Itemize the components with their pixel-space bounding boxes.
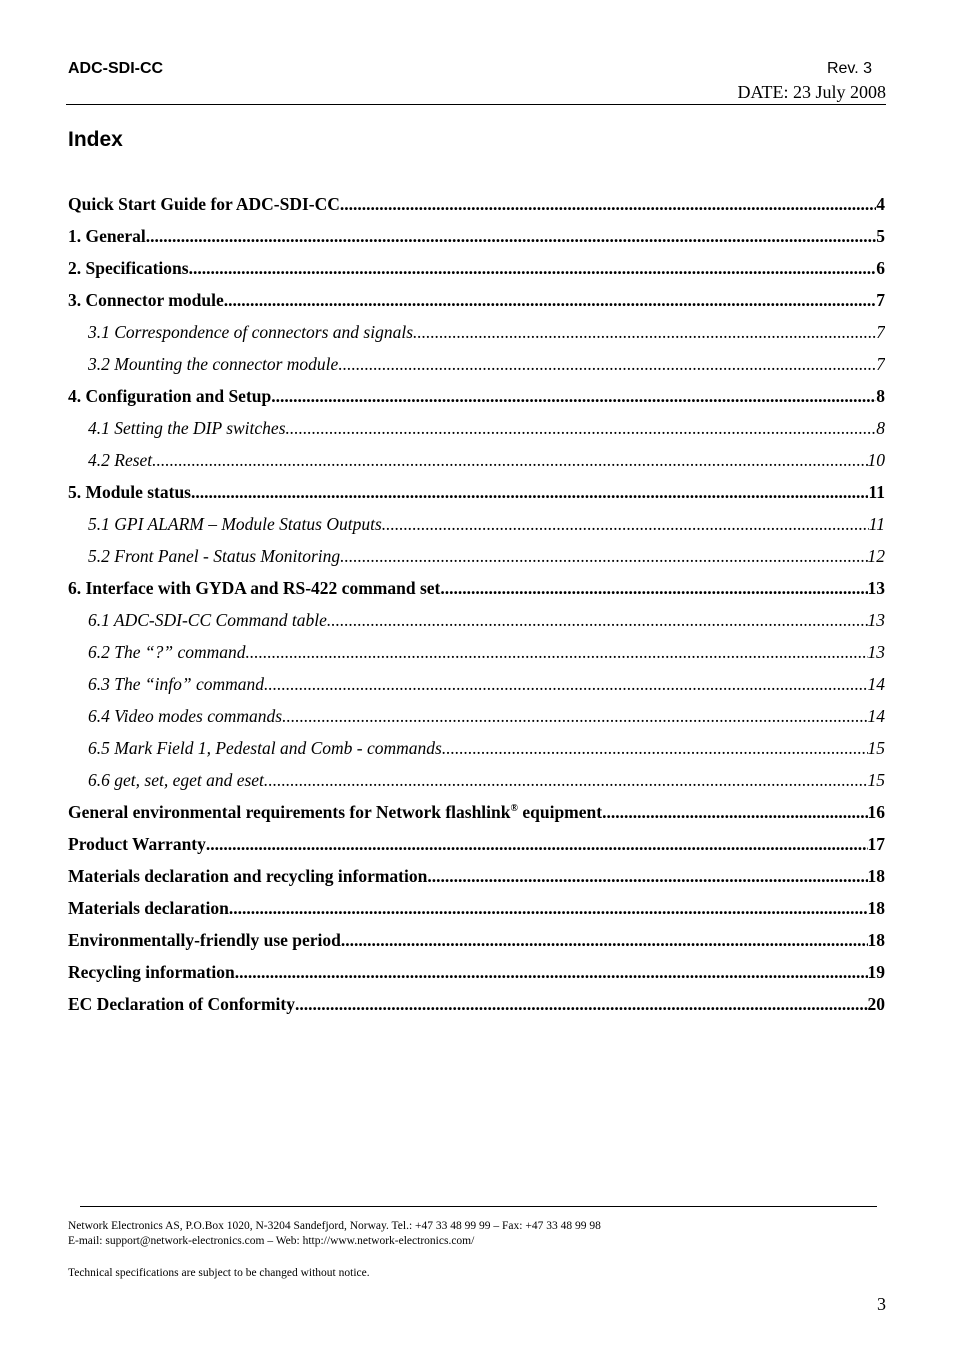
footer-address: Network Electronics AS, P.O.Box 1020, N-3204 Sandefjord, Norway. Tel.: +47 33 48 99 99 – Fax: +47 33 48 99 98 — [68, 1220, 601, 1232]
toc-entry[interactable] — [68, 482, 885, 514]
toc-entry-title: General environmental requirements for Network flashlink® equipment — [68, 802, 603, 822]
toc-entry[interactable] — [68, 802, 885, 834]
toc-entry-page: 11 — [868, 482, 885, 502]
toc-entry-title: 1. General — [68, 226, 146, 246]
toc-entry[interactable] — [68, 994, 885, 1026]
toc-dot-leader — [340, 194, 876, 215]
toc-dot-leader — [229, 898, 868, 919]
toc-entry[interactable] — [68, 194, 885, 226]
toc-dot-leader — [446, 738, 867, 759]
toc-entry[interactable] — [68, 322, 885, 354]
toc-entry[interactable] — [68, 930, 885, 962]
toc-entry-title: 6. Interface with GYDA and RS-422 command set — [68, 578, 441, 598]
toc-entry-page: 18 — [867, 930, 885, 950]
toc-dot-leader — [189, 258, 877, 279]
toc-entry-title: Product Warranty — [68, 834, 206, 854]
toc-entry-page: 13 — [867, 610, 885, 630]
toc-dot-leader — [286, 706, 867, 727]
toc-entry[interactable] — [68, 866, 885, 898]
toc-entry-title: 3.1 Correspondence of connectors and signals — [88, 322, 414, 342]
toc-entry-page: 15 — [867, 770, 885, 790]
toc-dot-leader — [382, 514, 869, 535]
toc-entry[interactable] — [68, 546, 885, 578]
toc-entry[interactable] — [68, 450, 885, 482]
toc-entry-page: 12 — [867, 546, 885, 566]
toc-entry[interactable] — [68, 642, 885, 674]
toc-dot-leader — [340, 546, 867, 567]
toc-entry[interactable] — [68, 226, 885, 258]
toc-entry[interactable] — [68, 962, 885, 994]
toc-dot-leader — [246, 642, 868, 663]
toc-entry[interactable] — [68, 290, 885, 322]
toc-dot-leader — [224, 290, 877, 311]
toc-entry[interactable] — [68, 610, 885, 642]
footer-contact: E-mail: support@network-electronics.com – Web: http://www.network-electronics.com/ — [68, 1235, 475, 1247]
toc-entry[interactable] — [68, 898, 885, 930]
toc-entry-page: 20 — [867, 994, 885, 1014]
toc-dot-leader — [206, 834, 868, 855]
toc-entry-page: 13 — [867, 578, 885, 598]
toc-entry[interactable] — [68, 770, 885, 802]
toc-entry-page: 19 — [867, 962, 885, 982]
header-product-name: ADC-SDI-CC — [68, 60, 164, 77]
toc-entry[interactable] — [68, 258, 885, 290]
toc-entry-title: EC Declaration of Conformity — [68, 994, 295, 1014]
toc-entry-page: 16 — [867, 802, 885, 822]
toc-entry-title: Environmentally-friendly use period — [68, 930, 341, 950]
toc-entry-page: 6 — [876, 258, 885, 278]
footer-disclaimer: Technical specifications are subject to be changed without notice. — [68, 1267, 370, 1279]
toc-dot-leader — [268, 770, 867, 791]
page-number: 3 — [877, 1294, 886, 1314]
toc-entry-title: 6.5 Mark Field 1, Pedestal and Comb - commands. — [88, 738, 447, 758]
toc-entry-title: 3. Connector module — [68, 290, 224, 310]
toc-dot-leader — [286, 418, 877, 439]
toc-dot-leader — [338, 354, 876, 375]
toc-entry-page: 17 — [867, 834, 885, 854]
toc-dot-leader — [295, 994, 868, 1015]
toc-entry-page: 11 — [868, 514, 885, 534]
toc-entry-title: 6.4 Video modes commands. — [88, 706, 287, 726]
toc-entry-page: 4 — [876, 194, 885, 214]
toc-dot-leader — [271, 386, 876, 407]
header-date: DATE: 23 July 2008 — [737, 82, 886, 102]
toc-entry-page: 14 — [867, 674, 885, 694]
toc-entry-page: 5 — [876, 226, 885, 246]
toc-entry-title: 6.3 The “info” command — [88, 674, 264, 694]
toc-dot-leader — [427, 866, 867, 887]
footer-divider — [80, 1206, 877, 1207]
toc-entry-title: 4. Configuration and Setup — [68, 386, 272, 406]
toc-entry-page: 15 — [867, 738, 885, 758]
toc-entry-title: 3.2 Mounting the connector module — [88, 354, 339, 374]
toc-entry-page: 13 — [867, 642, 885, 662]
toc-dot-leader — [264, 674, 868, 695]
toc-entry-page: 14 — [867, 706, 885, 726]
toc-entry-page: 7 — [876, 290, 885, 310]
toc-entry[interactable] — [68, 386, 885, 418]
toc-entry-title: 5.1 GPI ALARM – Module Status Outputs — [88, 514, 382, 534]
toc-dot-leader — [602, 802, 867, 823]
toc-entry-title: 4.1 Setting the DIP switches — [88, 418, 286, 438]
toc-dot-leader — [146, 226, 876, 247]
toc-entry-title: 6.1 ADC-SDI-CC Command table — [88, 610, 327, 630]
toc-entry[interactable] — [68, 706, 885, 738]
toc-entry-title: Materials declaration and recycling information — [68, 866, 428, 886]
toc-dot-leader — [327, 610, 868, 631]
toc-entry-page: 8 — [876, 386, 885, 406]
toc-entry-title: 4.2 Reset — [88, 450, 153, 470]
toc-dot-leader — [235, 962, 868, 983]
toc-dot-leader — [413, 322, 876, 343]
toc-entry[interactable] — [68, 514, 885, 546]
toc-entry[interactable] — [68, 674, 885, 706]
toc-entry[interactable] — [68, 354, 885, 386]
toc-entry-page: 8 — [876, 418, 885, 438]
toc-entry[interactable] — [68, 578, 885, 610]
header-divider — [66, 104, 886, 105]
toc-dot-leader — [440, 578, 867, 599]
toc-entry-title: 6.6 get, set, eget and eset. — [88, 770, 269, 790]
toc-entry-title: 2. Specifications — [68, 258, 189, 278]
header-revision: Rev. 3 — [826, 60, 872, 77]
toc-entry-title: Materials declaration — [68, 898, 229, 918]
toc-entry-title: 5.2 Front Panel - Status Monitoring — [88, 546, 341, 566]
toc-entry-page: 7 — [876, 322, 885, 342]
toc-dot-leader — [191, 482, 868, 503]
toc-dot-leader — [341, 930, 868, 951]
toc-entry-page: 10 — [867, 450, 885, 470]
index-heading: Index — [68, 128, 123, 151]
toc-entry-page: 18 — [867, 898, 885, 918]
toc-entry-title: 6.2 The “?” command — [88, 642, 246, 662]
toc-dot-leader — [152, 450, 867, 471]
toc-entry[interactable] — [68, 834, 885, 866]
toc-entry-page: 18 — [867, 866, 885, 886]
toc-entry-title: Quick Start Guide for ADC-SDI-CC — [68, 194, 340, 214]
registered-mark: ® — [510, 803, 518, 815]
toc-entry-title: Recycling information — [68, 962, 235, 982]
toc-entry[interactable] — [68, 418, 885, 450]
toc-entry[interactable] — [68, 738, 885, 770]
toc-entry-title: 5. Module status — [68, 482, 191, 502]
table-of-contents — [68, 194, 885, 1026]
toc-entry-page: 7 — [876, 354, 885, 374]
